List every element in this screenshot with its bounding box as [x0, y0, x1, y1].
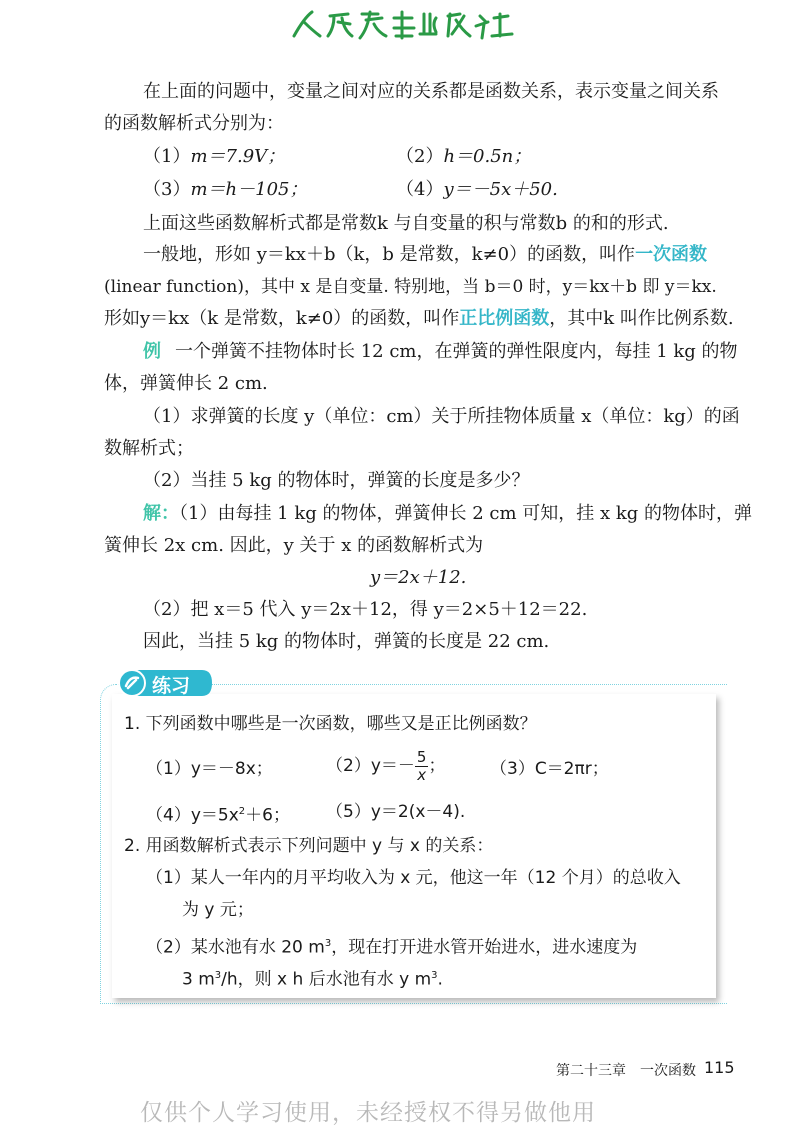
practice-1-item-3: （3）C＝2πr；	[490, 759, 609, 779]
practice-1-item-4-pre: （4）y＝5x	[146, 805, 239, 826]
practice-2-item-2b-post: .	[437, 969, 443, 990]
practice-icon	[118, 668, 146, 698]
fraction-numerator: 5	[416, 747, 427, 766]
practice-1-item-2-post: ；	[428, 756, 446, 776]
solution-line-4: 因此，当挂 5 kg 的物体时，弹簧的长度是 22 cm.	[143, 631, 550, 652]
solution-line-1	[143, 502, 752, 526]
practice-2-item-2b-mid: /h，则 x h 后水池有水 y m	[221, 969, 432, 990]
footer-chapter: 第二十三章 一次函数	[556, 1063, 696, 1079]
definition-line-2: (linear function)，其中 x 是自变量. 特别地，当 b＝0 时，y＝kx＋b 即 y＝kx.	[104, 277, 717, 297]
practice-1-item-5: （5）y＝2(x－4).	[326, 802, 466, 822]
practice-2-item-2-line-1	[146, 932, 637, 960]
term-linear-function: 一次函数	[635, 244, 708, 265]
watermark: 仅供个人学习使用，未经授权不得另做他用	[140, 1100, 596, 1126]
solution-text-1: （1）由每挂 1 kg 的物体，弹簧伸长 2 cm 可知，挂 x kg 的物体时，弹	[179, 503, 753, 524]
practice-2-item-1-line-1: （1）某人一年内的月平均收入为 x 元，他这一年（12 个月）的总收入	[146, 868, 681, 888]
fraction	[415, 749, 429, 784]
cubic-meter-exp-2: 3	[214, 970, 222, 981]
formula-1-expr: m＝7.9V；	[190, 146, 286, 167]
practice-question-2: 2. 用函数解析式表示下列问题中 y 与 x 的关系：	[124, 836, 494, 856]
question-2: （2）当挂 5 kg 的物体时，弹簧的长度是多少？	[143, 470, 530, 491]
formula-2-label: （2）	[396, 146, 444, 167]
solution-line-2: 簧伸长 2x cm. 因此，y 关于 x 的函数解析式为	[104, 535, 484, 556]
formula-3-expr: m＝h－105；	[190, 179, 308, 200]
definition-line-3	[104, 307, 734, 331]
example-text-1: 一个弹簧不挂物体时长 12 cm，在弹簧的弹性限度内，每挂 1 kg 的物	[175, 341, 738, 362]
intro-line-1: 在上面的问题中，变量之间对应的关系都是函数关系，表示变量之间关系	[143, 81, 719, 102]
practice-2-item-1-line-2: 为 y 元；	[182, 900, 254, 920]
formula-4-label: （4）	[396, 179, 444, 200]
example-label: 例	[143, 341, 161, 362]
cubic-meter-exp-3: 3	[431, 970, 438, 981]
solution-label: 解：	[143, 503, 179, 524]
formula-4-expr: y＝－5x＋50.	[443, 179, 558, 200]
solution-equation: y＝2x＋12.	[370, 567, 467, 588]
summary-line: 上面这些函数解析式都是常数k 与自变量的积与常数b 的和的形式.	[143, 213, 669, 234]
practice-2-item-2-post: ，现在打开进水管开始进水，进水速度为	[331, 937, 638, 958]
example-line-2: 体，弹簧伸长 2 cm.	[104, 373, 268, 394]
formula-2-expr: h＝0.5n；	[443, 146, 532, 167]
formula-3	[143, 178, 307, 202]
fraction-denominator: x	[417, 765, 427, 784]
practice-1-item-4-post: ＋6；	[245, 805, 290, 826]
formula-1-label: （1）	[143, 146, 191, 167]
practice-question-1: 1. 下列函数中哪些是一次函数，哪些又是正比例函数？	[124, 714, 537, 734]
practice-1-item-1: （1）y＝－8x；	[146, 759, 273, 779]
practice-2-item-2b-pre: 3 m	[182, 969, 215, 990]
page-number: 115	[704, 1058, 735, 1077]
formula-3-label: （3）	[143, 179, 191, 200]
practice-title: 练习	[152, 675, 191, 697]
practice-tab	[118, 668, 214, 698]
term-direct-proportion: 正比例函数	[459, 308, 550, 329]
solution-line-3: （2）把 x＝5 代入 y＝2x＋12，得 y＝2×5＋12＝22.	[143, 599, 588, 620]
practice-1-item-2	[326, 746, 445, 786]
example-line-1	[143, 340, 738, 364]
definition-3-text-a: 形如y＝kx（k 是常数，k≠0）的函数，叫作	[104, 308, 460, 329]
definition-1-text: 一般地，形如 y＝kx＋b（k，b 是常数，k≠0）的函数，叫作	[143, 244, 636, 265]
practice-2-item-2-pre: （2）某水池有水 20 m	[146, 937, 325, 958]
cubic-meter-exp: 3	[324, 938, 332, 949]
practice-1-item-4-exp: 2	[238, 806, 246, 817]
publisher-logo	[290, 8, 520, 42]
intro-line-2: 的函数解析式分别为：	[104, 113, 284, 134]
definition-3-text-b: ，其中k 叫作比例系数.	[549, 308, 734, 329]
practice-1-item-4	[146, 800, 290, 828]
practice-1-item-2-pre: （2）y＝－	[326, 756, 415, 776]
question-1-line-2: 数解析式；	[104, 438, 194, 459]
definition-line-1	[143, 243, 707, 267]
practice-2-item-2-line-2	[182, 964, 443, 992]
formula-4	[396, 178, 558, 202]
formula-2	[396, 145, 531, 169]
question-1-line-1: （1）求弹簧的长度 y（单位：cm）关于所挂物体质量 x（单位：kg）的函	[143, 406, 740, 427]
formula-1	[143, 145, 285, 169]
